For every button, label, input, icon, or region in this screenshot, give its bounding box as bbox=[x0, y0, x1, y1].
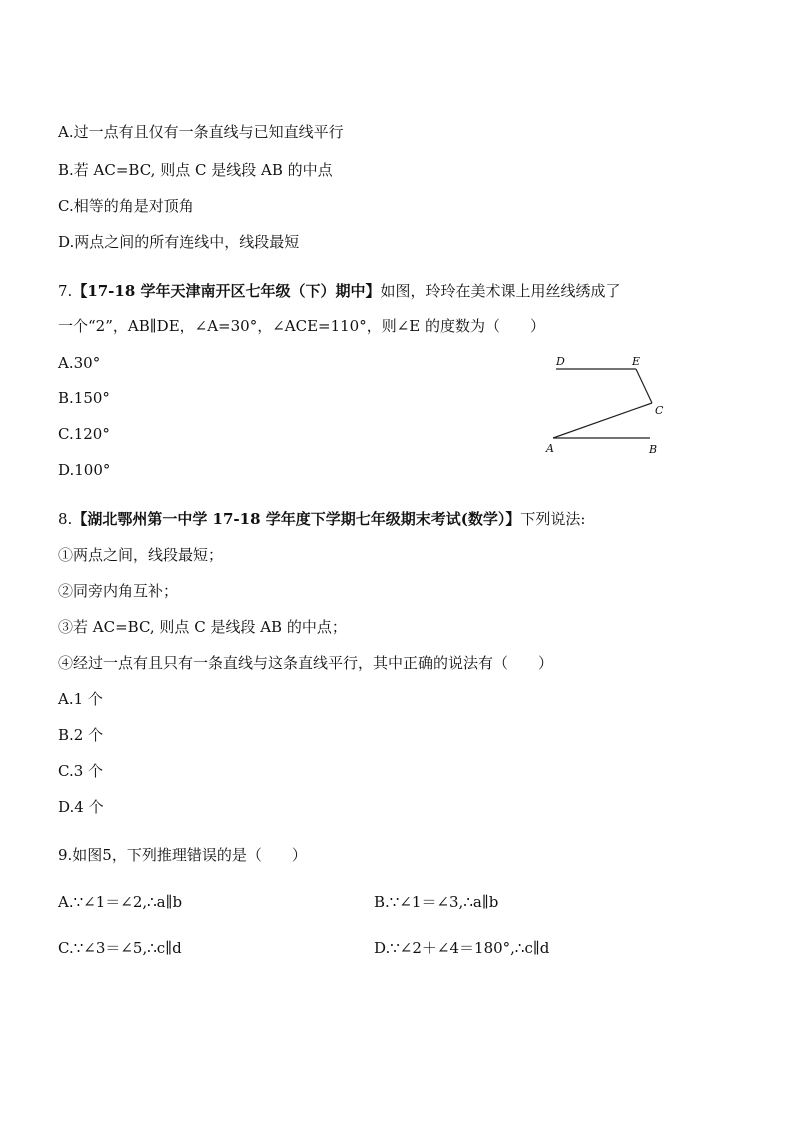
segment-ec bbox=[636, 369, 652, 403]
q6-option-a: A.过一点有且仅有一条直线与已知直线平行 bbox=[58, 123, 344, 141]
q9-option-a: A.∵∠1＝∠2,∴a∥b bbox=[58, 893, 183, 911]
q7-stem-line1 bbox=[58, 281, 621, 301]
label-e: E bbox=[632, 355, 641, 368]
segment-ca bbox=[553, 403, 652, 438]
q8-statement-4: ④经过一点有且只有一条直线与这条直线平行，其中正确的说法有（ ） bbox=[58, 654, 554, 672]
q8-stem: 下列说法: bbox=[520, 510, 586, 528]
label-b: B bbox=[649, 443, 658, 456]
q7-option-a: A.30° bbox=[58, 354, 101, 372]
q7-number: 7. bbox=[58, 282, 73, 300]
q8-option-a: A.1 个 bbox=[58, 690, 103, 708]
q8-statement-3: ③若 AC=BC, 则点 C 是线段 AB 的中点； bbox=[58, 618, 347, 636]
label-a: A bbox=[546, 442, 554, 455]
q9-stem: 9.如图5，下列推理错误的是（ ） bbox=[58, 846, 307, 864]
q7-figure bbox=[540, 350, 670, 460]
q7-stem: 如图，玲玲在美术课上用丝线绣成了 bbox=[380, 282, 621, 300]
label-d: D bbox=[556, 355, 565, 368]
q9-option-c: C.∵∠3＝∠5,∴c∥d bbox=[58, 939, 182, 957]
q9-option-b: B.∵∠1＝∠3,∴a∥b bbox=[374, 893, 499, 911]
q9-option-d: D.∵∠2＋∠4＝180°,∴c∥d bbox=[374, 939, 550, 957]
label-c: C bbox=[655, 404, 664, 417]
q8-option-c: C.3 个 bbox=[58, 762, 104, 780]
q8-source: 【湖北鄂州第一中学 17-18 学年度下学期七年级期末考试(数学）】 bbox=[72, 510, 521, 528]
q8-statement-1: ①两点之间，线段最短； bbox=[58, 546, 224, 564]
q6-option-b: B.若 AC=BC, 则点 C 是线段 AB 的中点 bbox=[58, 161, 333, 179]
q8-stem-line bbox=[58, 509, 585, 529]
q8-number: 8. bbox=[58, 510, 73, 528]
q8-option-b: B.2 个 bbox=[58, 726, 104, 744]
q7-option-c: C.120° bbox=[58, 425, 110, 443]
q7-option-d: D.100° bbox=[58, 461, 111, 479]
q7-stem-line2: 一个“2”，AB∥DE，∠A=30°，∠ACE=110°，则∠E 的度数为（ ） bbox=[58, 317, 546, 335]
q8-statement-2: ②同旁内角互补； bbox=[58, 582, 179, 600]
q6-option-d: D.两点之间的所有连线中，线段最短 bbox=[58, 233, 300, 251]
q8-option-d: D.4 个 bbox=[58, 798, 104, 816]
q6-option-c: C.相等的角是对顶角 bbox=[58, 197, 194, 215]
q7-option-b: B.150° bbox=[58, 389, 110, 407]
q7-source: 【17-18 学年天津南开区七年级（下）期中】 bbox=[72, 282, 381, 300]
